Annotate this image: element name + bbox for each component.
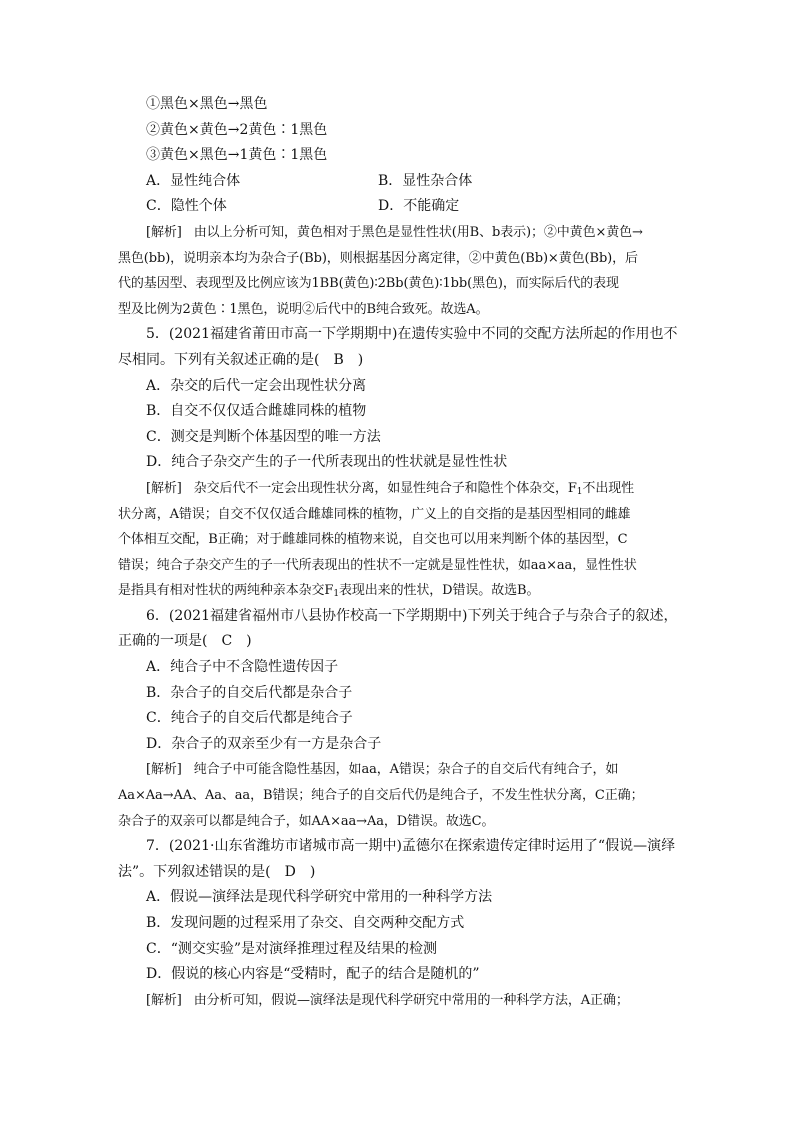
q7-option-a: A．假说—演绎法是现代科学研究中常用的一种科学方法 xyxy=(146,889,493,906)
analysis-text: 纯合子中可能含隐性基因，如aa，A错误；杂合子的自交后代有纯合子，如 xyxy=(193,762,619,778)
question-6-stem: 6．(2021福建省福州市八县协作校高一下学期期中)下列关于纯合子与杂合子的叙述， xyxy=(146,607,678,624)
q6-analysis-line xyxy=(118,757,678,783)
cross-line-2: ②黄色×黄色→2黄色∶1黑色 xyxy=(146,121,328,138)
q5-analysis-line xyxy=(118,578,678,604)
cross-line-3: ③黄色×黑色→1黄色∶1黑色 xyxy=(146,147,328,164)
q6-option-d: D．杂合子的双亲至少有一方是杂合子 xyxy=(146,735,382,752)
q5-option-c: C．测交是判断个体基因型的唯一方法 xyxy=(146,428,381,445)
question-5-stem-cont: 尽相同。下列有关叙述正确的是( B ) xyxy=(118,351,364,368)
question-5-stem: 5．(2021福建省莆田市高一下学期期中)在遗传实验中不同的交配方法所起的作用也不 xyxy=(146,326,678,343)
q5-analysis-line: 错误；纯合子杂交产生的子一代所表现出的性状不一定就是显性性状，如aa×aa，显性性状 xyxy=(118,557,637,573)
question-7-stem-cont: 法”。下列叙述错误的是( D ) xyxy=(118,863,316,880)
option-d: D．不能确定 xyxy=(378,198,460,215)
q5-option-b: B．自交不仅仅适合雌雄同株的植物 xyxy=(146,403,367,420)
question-7-stem: 7．(2021·山东省潍坊市诸城市高一期中)孟德尔在探索遗传定律时运用了“假说—演绎 xyxy=(146,838,676,855)
analysis-line: 黑色(bb)，说明亲本均为杂合子(Bb)，则根据基因分离定律，②中黄色(Bb)×黄色(Bb)，后 xyxy=(118,250,638,266)
question-6-stem-cont: 正确的一项是( C ) xyxy=(118,633,252,650)
q6-option-b: B．杂合子的自交后代都是杂合子 xyxy=(146,684,353,701)
q5-analysis-line xyxy=(118,476,678,502)
options-row-1 xyxy=(118,169,678,195)
analysis-line: 型及比例为2黄色∶1黑色，说明②后代中的B纯合致死。故选A。 xyxy=(118,301,489,317)
subscript: 1 xyxy=(576,486,583,497)
option-b: B．显性杂合体 xyxy=(378,172,473,189)
q7-option-b: B．发现问题的过程采用了杂交、自交两种交配方式 xyxy=(146,915,465,931)
analysis-text: 是指具有相对性状的两纯种亲本杂交F xyxy=(118,583,334,599)
analysis-tag: [解析] xyxy=(146,224,182,240)
analysis-text: 杂交后代不一定会出现性状分离，如显性纯合子和隐性个体杂交，F xyxy=(193,480,577,496)
analysis-tag: [解析] xyxy=(146,992,182,1008)
q5-option-a: A．杂交的后代一定会出现性状分离 xyxy=(146,377,367,394)
q5-analysis-line: 个体相互交配，B正确；对于雌雄同株的植物来说，自交也可以用来判断个体的基因型，C xyxy=(118,532,628,548)
subscript: 1 xyxy=(333,589,339,600)
analysis-text: 由以上分析可知，黄色相对于黑色是显性性状(用B、b表示)；②中黄色×黄色→ xyxy=(193,224,643,240)
analysis-tag: [解析] xyxy=(146,480,182,496)
q7-option-d: D．假说的核心内容是“受精时，配子的结合是随机的” xyxy=(146,966,480,983)
analysis-line xyxy=(118,220,678,246)
q6-option-a: A．纯合子中不含隐性遗传因子 xyxy=(146,659,339,676)
analysis-text: 由分析可知，假说—演绎法是现代科学研究中常用的一种科学方法，A正确； xyxy=(193,992,629,1008)
q5-option-d: D．纯合子杂交产生的子一代所表现出的性状就是显性性状 xyxy=(146,454,508,471)
document-page xyxy=(118,92,678,1013)
cross-line-1: ①黑色×黑色→黑色 xyxy=(146,96,268,112)
analysis-text: 表现出来的性状，D错误。故选B。 xyxy=(338,583,540,599)
option-c: C．隐性个体 xyxy=(146,198,227,215)
q7-option-c: C．“测交实验”是对演绎推理过程及结果的检测 xyxy=(146,940,438,957)
option-a: A．显性纯合体 xyxy=(146,172,241,189)
analysis-line: 代的基因型、表现型及比例应该为1BB(黄色)∶2Bb(黄色)∶1bb(黑色)，而实际后代的表现 xyxy=(118,276,619,292)
q6-analysis-line: 杂合子的双亲可以都是纯合子，如AA×aa→Aa，D错误。故选C。 xyxy=(118,813,495,829)
options-row-2 xyxy=(118,194,678,220)
analysis-text: 不出现性 xyxy=(582,480,635,496)
q6-option-c: C．纯合子的自交后代都是纯合子 xyxy=(146,710,353,727)
analysis-tag: [解析] xyxy=(146,762,182,778)
q7-analysis-line xyxy=(118,988,678,1014)
q6-analysis-line: Aa×Aa→AA、Aa、aa，B错误；纯合子的自交后代仍是纯合子，不发生性状分离，C正确； xyxy=(118,788,644,804)
q5-analysis-line: 状分离，A错误；自交不仅仅适合雌雄同株的植物，广义上的自交指的是基因型相同的雌雄 xyxy=(118,506,631,522)
